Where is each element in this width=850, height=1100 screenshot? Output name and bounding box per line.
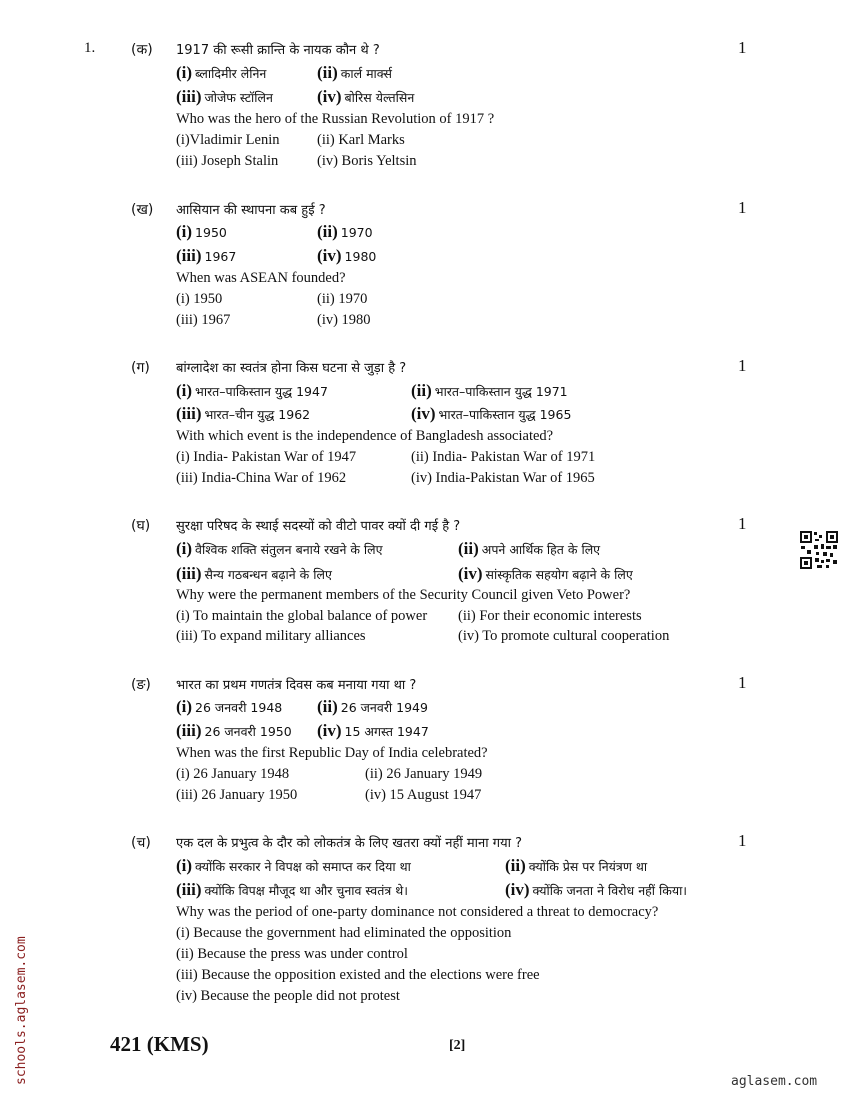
option-hindi-3: (iii) 26 जनवरी 1950 (176, 721, 292, 740)
side-watermark: schools.aglasem.com (14, 936, 29, 1085)
option-english-3: (iii) Joseph Stalin (176, 153, 279, 169)
option-hindi-4: (iv) 15 अगस्त 1947 (317, 721, 429, 740)
option-hindi-3: (iii) क्योंकि विपक्ष मौजूद था और चुनाव स्वतंत्र थे। (176, 880, 408, 899)
option-hindi-4: (iv) सांस्कृतिक सहयोग बढ़ाने के लिए (458, 564, 633, 583)
marks: 1 (738, 514, 747, 533)
sub-label: (ङ) (131, 677, 151, 693)
option-english-2: (ii) Because the press was under control (176, 946, 408, 962)
sub-label: (क) (131, 42, 153, 58)
sub-label: (घ) (131, 518, 151, 534)
option-english-4: (iv) To promote cultural cooperation (458, 628, 670, 644)
option-english-2: (ii) 1970 (317, 291, 368, 307)
option-english-2: (ii) India- Pakistan War of 1971 (411, 449, 596, 465)
option-hindi-3: (iii) भारत–चीन युद्ध 1962 (176, 404, 311, 423)
option-hindi-4: (iv) 1980 (317, 246, 377, 265)
option-english-4: (iv) India-Pakistan War of 1965 (411, 470, 595, 486)
qr-code (799, 530, 839, 570)
option-english-2: (ii) For their economic interests (458, 608, 642, 624)
question-hindi: सुरक्षा परिषद के स्थाई सदस्यों को वीटो पावर क्यों दी गई है ? (176, 519, 461, 534)
paper-code: 421 (KMS) (110, 1032, 209, 1056)
question-number: 1. (84, 40, 96, 56)
marks: 1 (738, 38, 747, 57)
option-english-2: (ii) 26 January 1949 (365, 766, 483, 782)
option-english-1: (i) 26 January 1948 (176, 766, 290, 782)
option-english-1: (i) 1950 (176, 291, 223, 307)
option-hindi-2: (ii) भारत–पाकिस्तान युद्ध 1971 (411, 381, 568, 400)
option-english-3: (iii) India-China War of 1962 (176, 470, 347, 486)
question-hindi: आसियान की स्थापना कब हुई ? (176, 203, 326, 218)
option-english-3: (iii) 26 January 1950 (176, 787, 298, 803)
option-hindi-4: (iv) भारत–पाकिस्तान युद्ध 1965 (411, 404, 572, 423)
question-hindi: 1917 की रूसी क्रान्ति के नायक कौन थे ? (176, 43, 380, 58)
marks: 1 (738, 673, 747, 692)
option-hindi-2: (ii) कार्ल मार्क्स (317, 63, 392, 82)
question-english: Why was the period of one-party dominance not considered a threat to democracy? (176, 904, 659, 920)
option-hindi-1: (i) भारत–पाकिस्तान युद्ध 1947 (176, 381, 328, 400)
option-english-4: (iv) 15 August 1947 (365, 787, 482, 803)
option-english-1: (i) India- Pakistan War of 1947 (176, 449, 357, 465)
option-english-3: (iii) Because the opposition existed and the elections were free (176, 967, 540, 983)
option-hindi-2: (ii) क्योंकि प्रेस पर नियंत्रण था (505, 856, 648, 875)
option-hindi-1: (i) 1950 (176, 222, 227, 241)
sub-label: (ख) (131, 202, 154, 218)
site-watermark: aglasem.com (731, 1074, 818, 1089)
option-hindi-3: (iii) जोजेफ स्टॉलिन (176, 87, 273, 106)
option-hindi-4: (iv) बोरिस येल्तसिन (317, 87, 415, 106)
option-english-3: (iii) To expand military alliances (176, 628, 366, 644)
option-hindi-1: (i) क्योंकि सरकार ने विपक्ष को समाप्त कर दिया था (176, 856, 411, 875)
option-english-4: (iv) Because the people did not protest (176, 988, 400, 1004)
marks: 1 (738, 198, 747, 217)
question-english: With which event is the independence of Bangladesh associated? (176, 428, 554, 444)
question-hindi: बांग्लादेश का स्वतंत्र होना किस घटना से जुड़ा है ? (176, 361, 407, 376)
option-hindi-2: (ii) अपने आर्थिक हित के लिए (458, 539, 601, 558)
question-english: When was ASEAN founded? (176, 270, 346, 286)
option-english-4: (iv) Boris Yeltsin (317, 153, 417, 169)
option-english-1: (i) To maintain the global balance of power (176, 608, 428, 624)
page-number: [2] (449, 1038, 466, 1053)
option-hindi-1: (i) वैश्विक शक्ति संतुलन बनाये रखने के लिए (176, 539, 383, 558)
sub-label: (च) (131, 835, 151, 851)
option-english-2: (ii) Karl Marks (317, 132, 405, 148)
marks: 1 (738, 831, 747, 850)
question-english: Who was the hero of the Russian Revolution of 1917 ? (176, 111, 495, 127)
question-hindi: भारत का प्रथम गणतंत्र दिवस कब मनाया गया था ? (176, 678, 417, 693)
option-hindi-2: (ii) 26 जनवरी 1949 (317, 697, 428, 716)
option-hindi-2: (ii) 1970 (317, 222, 373, 241)
option-english-4: (iv) 1980 (317, 312, 371, 328)
marks: 1 (738, 356, 747, 375)
question-english: When was the first Republic Day of India celebrated? (176, 745, 488, 761)
option-hindi-3: (iii) सैन्य गठबन्धन बढ़ाने के लिए (176, 564, 332, 583)
option-hindi-1: (i) 26 जनवरी 1948 (176, 697, 283, 716)
option-hindi-4: (iv) क्योंकि जनता ने विरोध नहीं किया। (505, 880, 688, 899)
option-hindi-3: (iii) 1967 (176, 246, 237, 265)
question-hindi: एक दल के प्रभुत्व के दौर को लोकतंत्र के लिए खतरा क्यों नहीं माना गया ? (176, 836, 523, 851)
option-english-3: (iii) 1967 (176, 312, 231, 328)
option-english-1: (i) Because the government had eliminated the opposition (176, 925, 512, 941)
sub-label: (ग) (131, 360, 150, 376)
question-english: Why were the permanent members of the Security Council given Veto Power? (176, 587, 631, 603)
option-english-1: (i)Vladimir Lenin (176, 132, 280, 148)
option-hindi-1: (i) ब्लादिमीर लेनिन (176, 63, 267, 82)
